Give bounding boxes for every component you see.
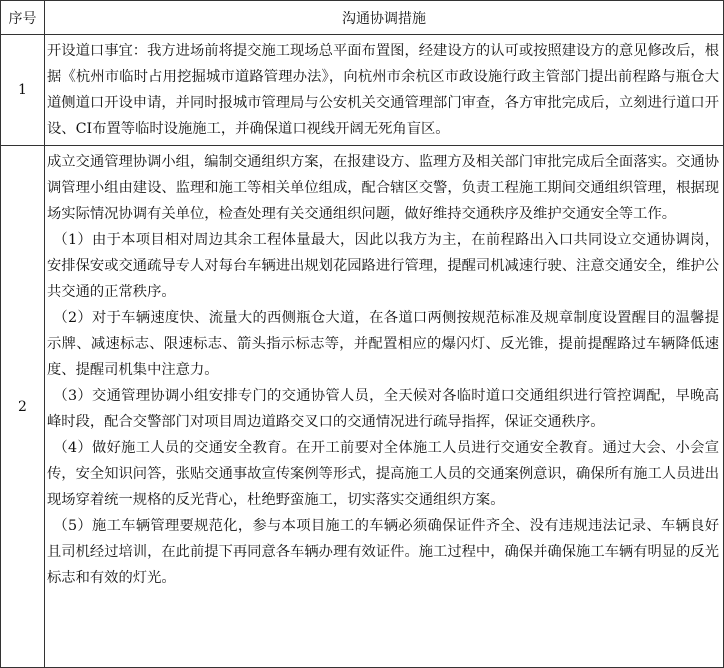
- row-2-content: [45, 146, 724, 668]
- row-2-paragraph-6: （5）施工车辆管理要规范化，参与本项目施工的车辆必须确保证件齐全、没有违规违法记录、车辆良好且司机经过培训，在此前提下再同意各车辆办理有效证件。施工过程中，确保并确保施工车辆有明显的反光标志和有效的灯光。: [47, 518, 719, 586]
- row-2-paragraph-5: （4）做好施工人员的交通安全教育。在开工前要对全体施工人员进行交通安全教育。通过大会、小会宣传，安全知识问答，张贴交通事故宣传案例等形式，提高施工人员的交通案例意识，确保所有施工人员进出现场穿着统一规格的反光背心，杜绝野蛮施工，切实落实交通组织方案。: [47, 440, 719, 508]
- row-1-index-label: 1: [18, 82, 27, 98]
- row-2-paragraph-2: （1）由于本项目相对周边其余工程体量最大，因此以我方为主，在前程路出入口共同设立交通协调岗，安排保安或交通疏导专人对每台车辆进出规划花园路进行管理，提醒司机减速行驶、注意交通安全，维护公共交通的正常秩序。: [47, 232, 719, 300]
- row-1-index: [1, 35, 45, 146]
- header-measures-label: 沟通协调措施: [342, 10, 426, 27]
- row-2-paragraph-4: （3）交通管理协调小组安排专门的交通协管人员，全天候对各临时道口交通组织进行管控调配，早晚高峰时段，配合交警部门对项目周边道路交叉口的交通情况进行疏导指挥，保证交通秩序。: [47, 388, 719, 430]
- row-2-index: [1, 146, 45, 668]
- row-1-content: [45, 35, 724, 146]
- row-2-paragraph-1: 成立交通管理协调小组，编制交通组织方案，在报建设方、监理方及相关部门审批完成后全面落实。交通协调管理小组由建设、监理和施工等相关单位组成，配合辖区交警，负责工程施工期间交通组织管理，根据现场实际情况协调有关单位，检查处理有关交通组织问题，做好维持交通秩序及维护交通安全等工作。: [47, 154, 719, 222]
- row-1-paragraph-1: 开设道口事宜：我方进场前将提交施工现场总平面布置图，经建设方的认可或按照建设方的意见修改后，根据《杭州市临时占用挖掘城市道路管理办法》，向杭州市余杭区市政设施行政主管部门提出前程路与瓶仓大道侧道口开设申请，并同时报城市管理局与公安机关交通管理部门审查，各方审批完成后，立刻进行道口开设、CI布置等临时设施施工，并确保道口视线开阔无死角盲区。: [47, 43, 719, 137]
- header-measures: [45, 1, 724, 35]
- header-index: [1, 1, 45, 35]
- row-2-index-label: 2: [18, 398, 27, 415]
- header-index-label: 序号: [8, 10, 37, 27]
- row-2-paragraph-3: （2）对于车辆速度快、流量大的西侧瓶仓大道，在各道口两侧按规范标准及规章制度设置醒目的温馨提示牌、减速标志、限速标志、箭头指示标志等，并配置相应的爆闪灯、反光锥，提前提醒路过车辆降低速度、提醒司机集中注意力。: [47, 310, 719, 378]
